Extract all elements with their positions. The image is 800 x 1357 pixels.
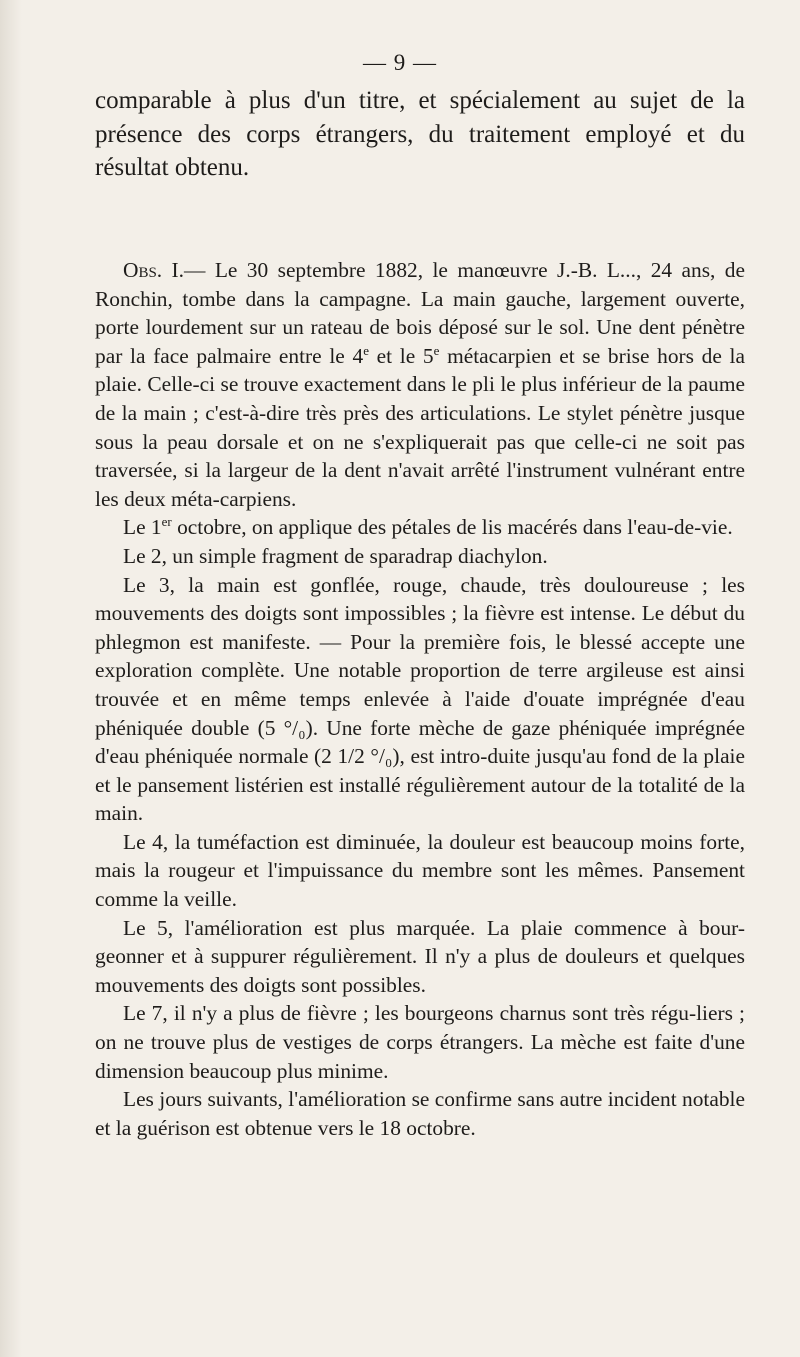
observation-paragraph-1 [95,256,745,513]
observation-text-1b: et le 5 [368,343,434,368]
observation-label: Obs. I. [123,258,185,282]
observation-text-2a: Le 1 [123,515,162,540]
observation-paragraph-2 [95,513,745,542]
superscript-e-2: e [433,342,440,358]
observation-paragraph-5: Le 4, la tuméfaction est diminuée, la douleur est beaucoup moins forte, mais la rougeur et l'impuissance du membre sont les mêmes. Pansement comme la veille. [95,829,745,912]
superscript-e-1: e [363,342,369,358]
page-number: — 9 — [363,50,437,75]
observation-text-2b: octobre, on applique des pétales de lis macérés dans l'eau-de-vie. [171,515,733,540]
observation-paragraph-6: Le 5, l'amélioration est plus marquée. La plaie commence à bour-geonner et à suppurer régulièrement. Il n'y a plus de douleurs et quelques mouvements des doigts sont possibles. [95,915,745,997]
superscript-er: er [161,514,172,530]
intro-paragraph: comparable à plus d'un titre, et spécialement au sujet de la présence des corps étrangers, du traitement employé et du résultat obtenu. [95,87,745,181]
observation-text-1a: — Le 30 septembre 1882, le manœuvre J.-B. L..., 24 ans, de Ronchin, tombe dans la campagne. La main gauche, largement ouverte, porte lourdement sur un rateau de bois déposé sur le sol. Une dent pénètre par la face palmaire entre le 4 [95,258,745,368]
observation-paragraph-3: Le 2, un simple fragment de sparadrap diachylon. [123,543,548,568]
page-edge-shadow [0,0,22,1357]
observation-paragraph-8: Les jours suivants, l'amélioration se confirme sans autre incident notable et la guérison est obtenue vers le 18 octobre. [95,1087,745,1140]
observation-paragraph-7: Le 7, il n'y a plus de fièvre ; les bourgeons charnus sont très régu-liers ; on ne trouve plus de vestiges de corps étrangers. La mèche est faite d'une dimension beaucoup plus minime. [95,1001,745,1083]
observation-block [95,256,745,1142]
observation-text-1c: métacarpien et se brise hors de la plaie. Celle-ci se trouve exactement dans le pli le plus inférieur de la paume de la main ; c'est-à-dire très près des articulations. Le stylet pénètre jusque sous la peau dorsale et on ne s'expliquerait pas que celle-ci ne soit pas traversée, si la largeur de la dent n'avait arrêté l'instrument vulnérant entre les deux méta-carpiens. [95,343,745,511]
observation-paragraph-4: Le 3, la main est gonflée, rouge, chaude, très douloureuse ; les mouvements des doigts sont impossibles ; la fièvre est intense. Le début du phlegmon est manifeste. — Pour la première fois, le blessé accepte une exploration complète. Une notable proportion de terre argileuse est ainsi trouvée et en même temps enlevée à l'aide d'ouate imprégnée d'eau phéniquée double (5 °/₀). Une forte mèche de gaze phéniquée imprégnée d'eau phéniquée normale (2 1/2 °/₀), est intro-duite jusqu'au fond de la plaie et le pansement listérien est installé régulièrement autour de la totalité de la main. [95,572,745,826]
